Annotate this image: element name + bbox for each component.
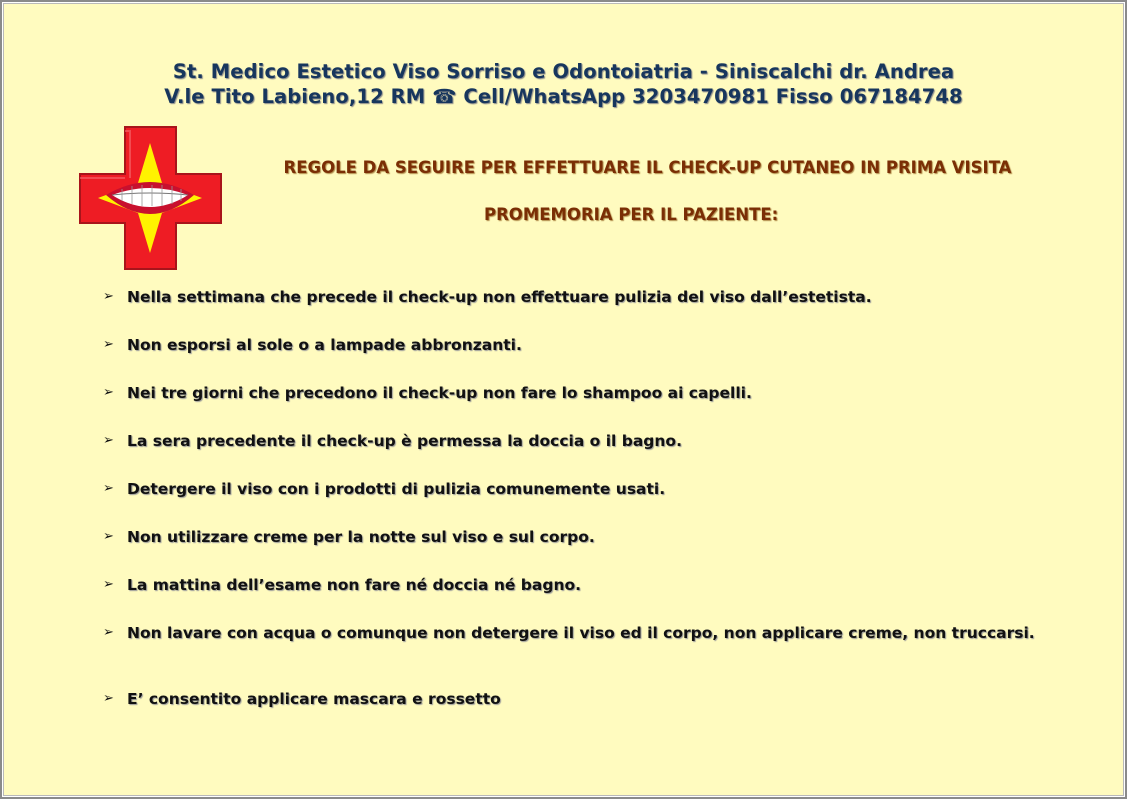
arrow-bullet-icon: ➢ — [103, 433, 114, 448]
page-title: REGOLE DA SEGUIRE PER EFFETTUARE IL CHECK-UP CUTANEO IN PRIMA VISITA — [283, 158, 1012, 177]
arrow-bullet-icon: ➢ — [103, 337, 114, 352]
list-item: ➢ Nella settimana che precede il check-up non effettuare pulizia del viso dall’estetista. — [103, 288, 872, 306]
phone-icon: ☎ — [432, 85, 457, 108]
header-contacts — [0, 85, 1127, 108]
list-item: ➢ La sera precedente il check-up è permessa la doccia o il bagno. — [103, 432, 682, 450]
list-item: ➢ Non utilizzare creme per la notte sul viso e sul corpo. — [103, 528, 595, 546]
list-item: ➢ Detergere il viso con i prodotti di pulizia comunemente usati. — [103, 480, 666, 498]
logo — [78, 125, 223, 271]
arrow-bullet-icon: ➢ — [103, 577, 114, 592]
header-phone-numbers: Cell/WhatsApp 3203470981 Fisso 067184748 — [456, 85, 963, 108]
list-item: ➢ Nei tre giorni che precedono il check-up non fare lo shampoo ai capelli. — [103, 384, 752, 402]
list-item: ➢ Non esporsi al sole o a lampade abbronzanti. — [103, 336, 522, 354]
page-subtitle: PROMEMORIA PER IL PAZIENTE: — [484, 205, 779, 224]
header-clinic-name: St. Medico Estetico Viso Sorriso e Odontoiatria - Siniscalchi dr. Andrea — [172, 60, 955, 83]
list-item: ➢ E’ consentito applicare mascara e rossetto — [103, 690, 501, 708]
list-item: ➢ La mattina dell’esame non fare né doccia né bagno. — [103, 576, 582, 594]
arrow-bullet-icon: ➢ — [103, 385, 114, 400]
arrow-bullet-icon: ➢ — [103, 691, 114, 706]
arrow-bullet-icon: ➢ — [103, 529, 114, 544]
list-item: ➢ Non lavare con acqua o comunque non detergere il viso ed il corpo, non applicare creme, non truccarsi. — [103, 624, 1035, 642]
red-cross-smile-icon — [80, 127, 221, 269]
arrow-bullet-icon: ➢ — [103, 289, 114, 304]
arrow-bullet-icon: ➢ — [103, 481, 114, 496]
header-address: V.le Tito Labieno,12 RM — [164, 85, 433, 108]
arrow-bullet-icon: ➢ — [103, 625, 114, 640]
